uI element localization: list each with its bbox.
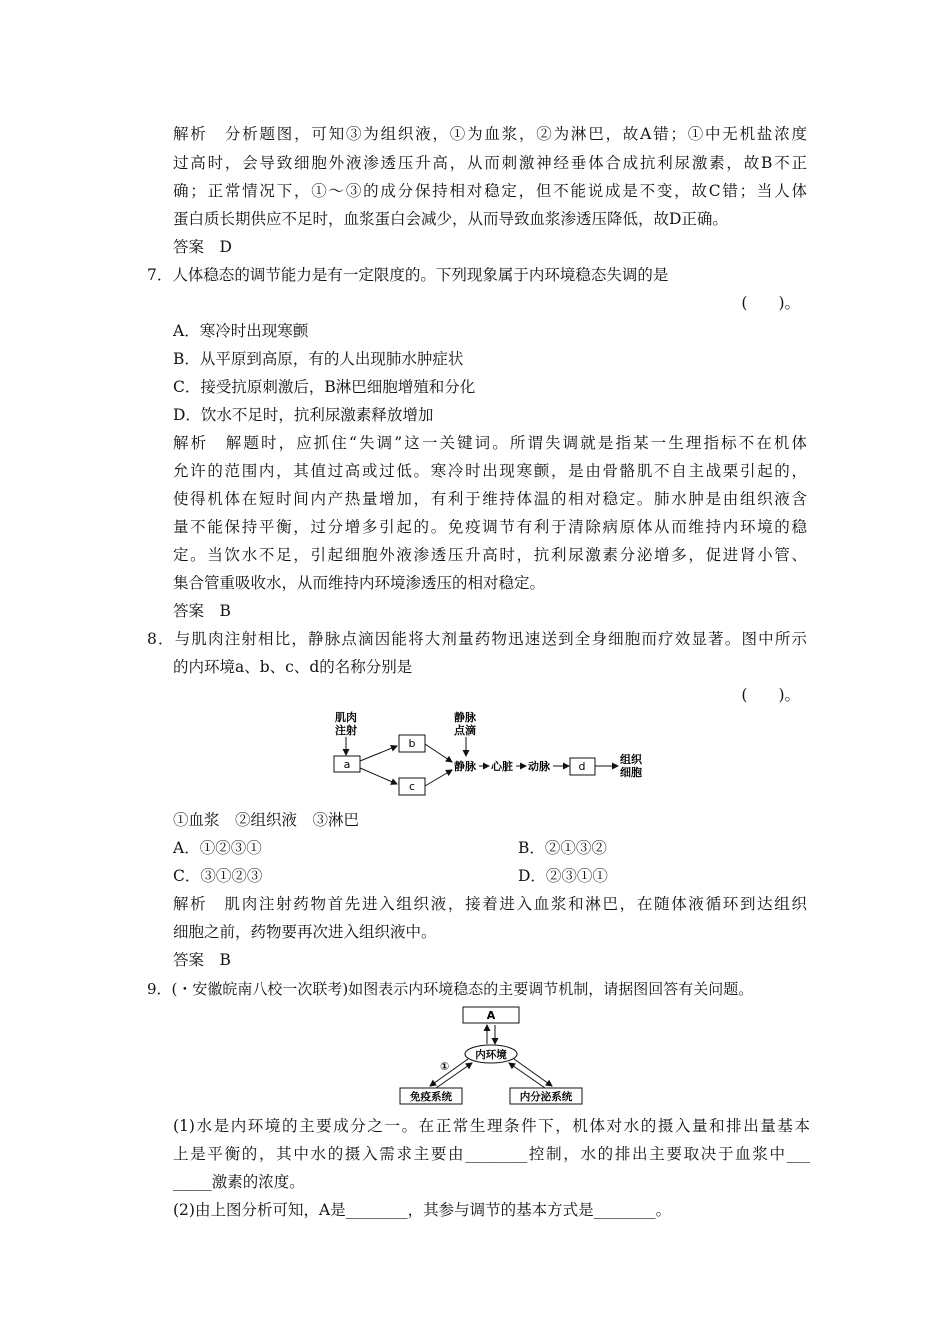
q8-option-c: C．③①②③: [173, 867, 263, 885]
iv-label-1: 静脉: [454, 711, 476, 724]
q7-analysis-line-2: 允许的范围内，其值过高或过低。寒冷时出现寒颤，是由骨骼肌不自主战栗引起的，: [173, 462, 807, 480]
q8-stem-line-1: 8．与肌肉注射相比，静脉点滴因能将大剂量药物迅速送到全身细胞而疗效显著。图中所示: [147, 630, 807, 648]
q7-analysis-line-5: 定。当饮水不足，引起细胞外液渗透压升高时，抗利尿激素分泌增多，促进肾小管、: [173, 546, 807, 564]
iv-label-2: 点滴: [454, 724, 476, 737]
q7-analysis-line-6: 集合管重吸收水，从而维持内环境渗透压的相对稳定。: [173, 574, 546, 592]
heart-label: 心脏: [491, 760, 513, 773]
q9-sub1-line-2: 上是平衡的，其中水的摄入需求主要由________控制，水的排出主要取决于血浆中___: [173, 1145, 810, 1163]
box-d-label: d: [578, 760, 586, 773]
q9-sub1-line-3: _____激素的浓度。: [173, 1173, 305, 1191]
q7-stem: 7．人体稳态的调节能力是有一定限度的。下列现象属于内环境稳态失调的是: [147, 266, 669, 284]
q6-analysis-line-2: 过高时，会导致细胞外液渗透压升高，从而刺激神经垂体合成抗利尿激素，故B不正: [173, 154, 807, 172]
q7-option-a: A．寒冷时出现寒颤: [173, 322, 309, 340]
q7-answer-blank: ( )。: [741, 294, 800, 312]
cells-label-2: 细胞: [620, 766, 642, 779]
q8-legend: ①血浆 ②组织液 ③淋巴: [173, 811, 360, 829]
q8-option-b: B．②①③②: [518, 839, 607, 857]
q7-answer: 答案 B: [173, 602, 231, 620]
im-label-2: 注射: [335, 724, 357, 737]
im-label-1: 肌肉: [335, 711, 357, 724]
vein-label: 静脉: [454, 760, 476, 773]
q8-flow-diagram: [320, 708, 650, 804]
arrow-env-endocrine: [514, 1059, 552, 1086]
q7-option-d: D．饮水不足时，抗利尿激素释放增加: [173, 406, 434, 424]
q7-analysis-line-3: 使得机体在短时间内产热量增加，有利于维持体温的相对稳定。肺水肿是由组织液含: [173, 490, 807, 508]
marker-one: ①: [440, 1060, 450, 1073]
q7-analysis-line-1: 解析 解题时，应抓住“失调”这一关键词。所谓失调就是指某一生理指标不在机体: [173, 434, 807, 452]
cells-label-1: 组织: [620, 753, 642, 766]
q6-analysis-line-4: 蛋白质长期供应不足时，血浆蛋白会减少，从而导致血浆渗透压降低，故D正确。: [173, 210, 728, 228]
q8-analysis-line-1: 解析 肌肉注射药物首先进入组织液，接着进入血浆和淋巴，在随体液循环到达组织: [173, 895, 807, 913]
arrow-c-vein: [425, 770, 452, 786]
q9-stem: 9．(・安徽皖南八校一次联考)如图表示内环境稳态的主要调节机制，请据图回答有关问题。: [147, 980, 754, 998]
q8-option-d: D．②③①①: [518, 867, 608, 885]
q9-sub2: (2)由上图分析可知，A是________，其参与调节的基本方式是________。: [173, 1201, 672, 1219]
arrow-a-b: [360, 746, 397, 761]
q8-analysis-line-2: 细胞之前，药物要再次进入组织液中。: [173, 923, 437, 941]
q8-answer-blank: ( )。: [741, 686, 800, 704]
q7-option-b: B．从平原到高原，有的人出现肺水肿症状: [173, 350, 464, 368]
q8-stem-line-2: 的内环境a、b、c、d的名称分别是: [173, 658, 413, 676]
box-endocrine-label: 内分泌系统: [519, 1091, 573, 1103]
center-label: 内环境: [475, 1049, 507, 1061]
q8-option-a: A．①②③①: [173, 839, 262, 857]
q8-answer: 答案 B: [173, 951, 231, 969]
box-b-label: b: [408, 737, 416, 750]
box-c-label: c: [408, 780, 416, 793]
q6-analysis-line-1: 解析 分析题图，可知③为组织液，①为血浆，②为淋巴，故A错；①中无机盐浓度: [173, 125, 807, 143]
box-a-label: a: [343, 758, 351, 771]
q6-answer: 答案 D: [173, 238, 232, 256]
q9-sub1-line-1: (1)水是内环境的主要成分之一。在正常生理条件下，机体对水的摄入量和排出量基本: [173, 1117, 810, 1135]
arrow-b-vein: [425, 744, 452, 762]
q7-option-c: C．接受抗原刺激后，B淋巴细胞增殖和分化: [173, 378, 476, 396]
box-A-label: A: [486, 1009, 496, 1022]
q7-analysis-line-4: 量不能保持平衡，过分增多引起的。免疫调节有利于清除病原体从而维持内环境的稳: [173, 518, 807, 536]
q9-regulation-diagram: [398, 1004, 588, 1108]
arrow-a-c: [360, 768, 397, 784]
artery-label: 动脉: [528, 760, 550, 773]
box-immune-label: 免疫系统: [410, 1091, 452, 1103]
arrow-endocrine-env: [509, 1063, 545, 1088]
q6-analysis-line-3: 确；正常情况下，①～③的成分保持相对稳定，但不能说成是不变，故C错；当人体: [173, 182, 807, 200]
